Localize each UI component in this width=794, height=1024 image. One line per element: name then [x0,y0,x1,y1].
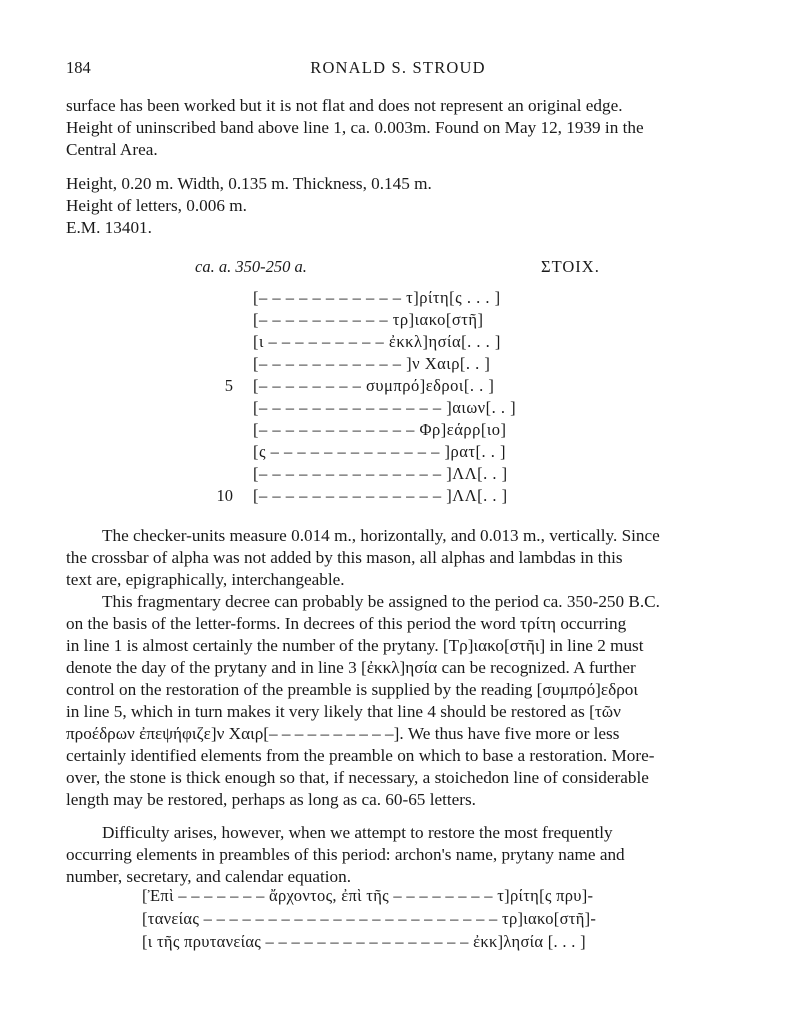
line-text: [– – – – – – – – – – – ]ν Χαιρ[. . ] [253,354,491,373]
line-number: 10 [216,486,233,505]
text-line: number, secretary, and calendar equation. [66,867,351,886]
text-line: in line 5, which in turn makes it very likely that line 4 should be restored as [τῶν [66,702,621,721]
line-text: [– – – – – – – – – – – τ]ρίτη[ς . . . ] [253,288,501,307]
measurement-line: Height of letters, 0.006 m. [66,196,247,215]
paragraph-dating [66,591,730,811]
measurement-line: E.M. 13401. [66,218,152,237]
page-header [66,58,730,82]
line-text: [– – – – – – – – – – – – – – ]ΛΛ[. . ] [253,464,508,483]
inscription-line [0,332,794,354]
line-text: [– – – – – – – – – – – – – – ]αιων[. . ] [253,398,517,417]
inscription-line [0,442,794,464]
text-line: This fragmentary decree can probably be assigned to the period ca. 350-250 B.C. [102,592,660,611]
inscription-line [0,420,794,442]
intro-paragraph [66,95,730,161]
inscription-line [0,376,794,398]
measurements-block [66,173,730,239]
line-text: [ι – – – – – – – – – ἐκκλ]ησία[. . . ] [253,332,501,351]
inscription-date: ca. a. 350-250 a. [195,257,307,276]
text-line: over, the stone is thick enough so that, if necessary, a stoichedon line of considerable [66,768,649,787]
line-text: [– – – – – – – – – – – – – – ]ΛΛ[. . ] [253,486,508,505]
inscription-style: ΣΤΟΙΧ. [541,257,600,276]
line-text: [ς – – – – – – – – – – – – – ]ρατ[. . ] [253,442,507,461]
line-number: 5 [224,376,233,395]
text-line: surface has been worked but it is not flat and does not represent an original edge. [66,96,623,115]
inscription-line [0,288,794,310]
page-number: 184 [66,58,91,77]
restoration-line: [Ἐπὶ – – – – – – – ἄρχοντος, ἐπὶ τῆς – – – – – – – – τ]ρίτη[ς πρυ]- [142,886,594,905]
text-line: the crossbar of alpha was not added by this mason, all alphas and lambdas in this [66,548,623,567]
restoration-line: [ι τῆς πρυτανείας – – – – – – – – – – – – – – – – ἐκκ]λησία [. . . ] [142,932,586,951]
paragraph-checker-units [66,525,730,591]
inscription-line [0,310,794,332]
text-line: control on the restoration of the preamble is supplied by the reading [συμπρό]εδροι [66,680,639,699]
restoration-line: [τανείας – – – – – – – – – – – – – – – – – – – – – – – τρ]ιακο[στῆ]- [142,909,597,928]
inscription-line [0,486,794,508]
text-line: text are, epigraphically, interchangeable. [66,570,345,589]
text-line: on the basis of the letter-forms. In decrees of this period the word τρίτη occurring [66,614,627,633]
inscription-line [0,464,794,486]
text-line: προέδρων ἐπεψήφιζε]ν Χαιρ[– – – – – – – – – –]. We thus have five more or less [66,724,620,743]
line-text: [– – – – – – – – – – τρ]ιακο[στῆ] [253,310,484,329]
text-line: Difficulty arises, however, when we attempt to restore the most frequently [102,823,613,842]
text-line: occurring elements in preambles of this period: archon's name, prytany name and [66,845,625,864]
line-text: [– – – – – – – – – – – – Φρ]εάρρ[ιο] [253,420,507,439]
text-line: length may be restored, perhaps as long as ca. 60-65 letters. [66,790,476,809]
line-text: [– – – – – – – – συμπρό]εδροι[. . ] [253,376,495,395]
measurement-line: Height, 0.20 m. Width, 0.135 m. Thickness, 0.145 m. [66,174,432,193]
text-line: Central Area. [66,140,158,159]
paragraph-difficulty [66,822,730,888]
text-line: in line 1 is almost certainly the number of the prytany. [Τρ]ιακο[στῆι] in line 2 must [66,636,644,655]
running-head: RONALD S. STROUD [310,58,486,77]
text-line: denote the day of the prytany and in line 3 [ἐκκλ]ησία can be recognized. A further [66,658,636,677]
text-line: certainly identified elements from the preamble on which to base a restoration. More- [66,746,655,765]
inscription-line [0,398,794,420]
inscription-header [66,257,730,279]
inscription-line [0,354,794,376]
text-line: The checker-units measure 0.014 m., horizontally, and 0.013 m., vertically. Since [102,526,660,545]
text-line: Height of uninscribed band above line 1, ca. 0.003m. Found on May 12, 1939 in the [66,118,644,137]
